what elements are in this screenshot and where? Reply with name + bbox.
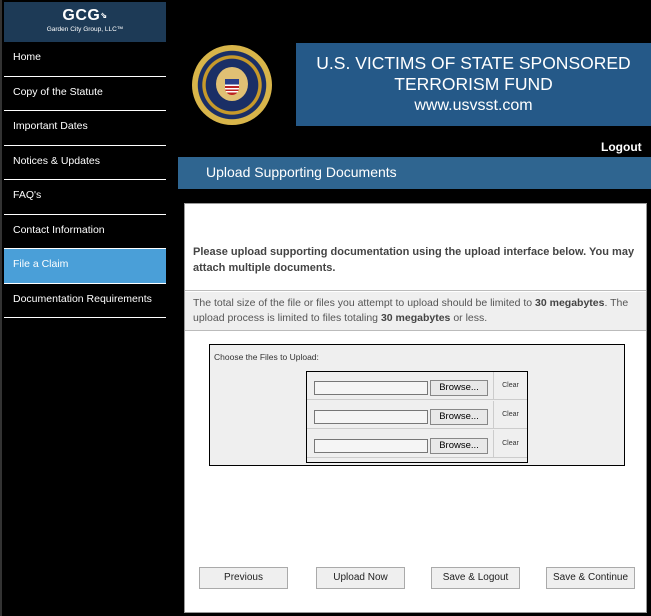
browse-button[interactable]: Browse...	[430, 438, 488, 454]
site-banner	[296, 43, 651, 126]
banner-title-line1: U.S. VICTIMS OF STATE SPONSORED	[316, 53, 631, 73]
file-row	[307, 372, 527, 400]
browse-button[interactable]: Browse...	[430, 409, 488, 425]
sidebar-item-file-a-claim[interactable]: File a Claim	[4, 249, 166, 284]
file-path-field[interactable]	[314, 439, 428, 453]
sidebar-item-home[interactable]: Home	[4, 42, 166, 77]
clear-button[interactable]: Clear	[493, 401, 527, 428]
sidebar-item-contact-information[interactable]: Contact Information	[4, 215, 166, 250]
clear-button[interactable]: Clear	[493, 430, 527, 457]
divider	[185, 290, 646, 291]
logo-mark-icon: ⇘	[100, 11, 108, 20]
choose-files-label: Choose the Files to Upload:	[214, 352, 319, 362]
previous-button[interactable]: Previous	[199, 567, 288, 589]
save-continue-button[interactable]: Save & Continue	[546, 567, 635, 589]
logo-brand: GCG⇘	[62, 7, 108, 24]
file-input-grid	[306, 371, 528, 463]
divider	[185, 330, 646, 331]
clear-button[interactable]: Clear	[493, 372, 527, 399]
upload-instructions: Please upload supporting documentation using the upload interface below. You may attach multiple documents.	[193, 246, 635, 274]
section-title: Upload Supporting Documents	[178, 157, 651, 189]
sidebar	[0, 0, 166, 616]
sidebar-item-notices-updates[interactable]: Notices & Updates	[4, 146, 166, 181]
doj-seal-icon	[192, 45, 272, 125]
logout-link[interactable]: Logout	[601, 140, 642, 154]
sidebar-item-faqs[interactable]: FAQ's	[4, 180, 166, 215]
file-upload-box	[209, 344, 625, 466]
sidebar-item-important-dates[interactable]: Important Dates	[4, 111, 166, 146]
upload-panel	[184, 203, 647, 613]
file-row	[307, 430, 527, 458]
upload-now-button[interactable]: Upload Now	[316, 567, 405, 589]
file-path-field[interactable]	[314, 410, 428, 424]
size-limit-text: The total size of the file or files you attempt to upload should be limited to 30 megabytes. The upload process is limited to files totaling 30 megabytes or less.	[185, 292, 646, 330]
logo-subtitle: Garden City Group, LLC™	[46, 26, 124, 33]
file-path-field[interactable]	[314, 381, 428, 395]
save-logout-button[interactable]: Save & Logout	[431, 567, 520, 589]
file-row	[307, 401, 527, 429]
banner-title-line2: TERRORISM FUND	[394, 74, 553, 94]
seal-shield	[225, 79, 239, 95]
sidebar-item-copy-of-statute[interactable]: Copy of the Statute	[4, 77, 166, 112]
banner-url: www.usvsst.com	[414, 97, 533, 114]
sidebar-item-documentation-requirements[interactable]: Documentation Requirements	[4, 284, 166, 319]
sidebar-nav	[4, 42, 166, 318]
browse-button[interactable]: Browse...	[430, 380, 488, 396]
gcg-logo[interactable]	[4, 2, 166, 42]
